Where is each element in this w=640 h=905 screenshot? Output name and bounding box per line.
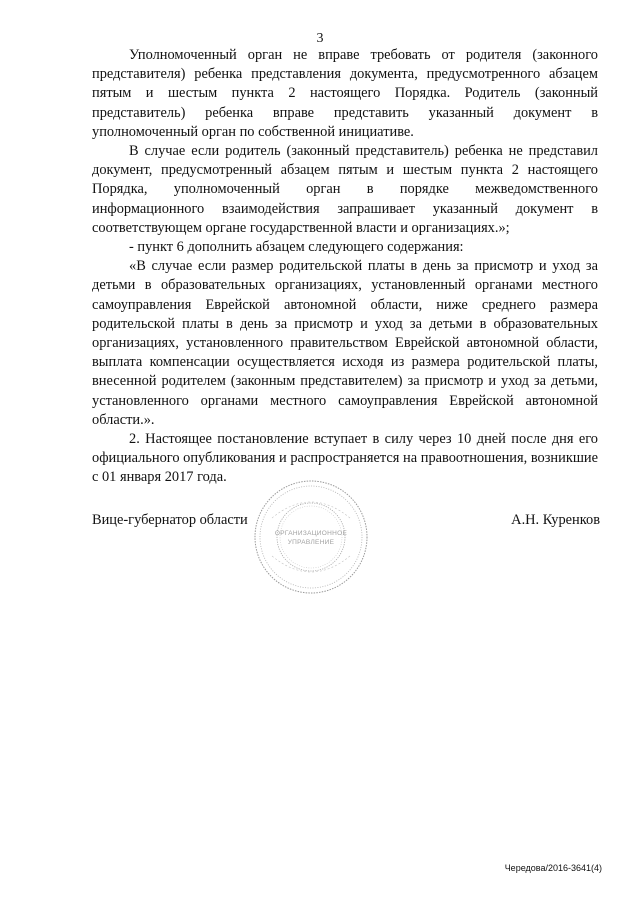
paragraph-2: В случае если родитель (законный представитель) ребенка не представил документ, предусмотренный абзацем пятым и шестым пункта 2 настоящего Порядка, уполномоченный орган в порядке межведомственного информационного взаимодействия запрашивает указанный документ в соответствующем органе государственной власти и организациях.»; <box>92 143 598 236</box>
paragraph-4: «В случае если размер родительской платы в день за присмотр и уход за детьми в образовательных организациях, установленный органами местного самоуправления Еврейской автономной области, ниже среднего размера родительской платы в день за присмотр и уход за детьми в образовательных организациях, установленного правительством Еврейской автономной области, выплата компенсации осуществляется исходя из размера родительской платы, внесенной родителем (законным представителем) за присмотр и уход за детьми, установленного органами местного самоуправления Еврейской автономной области.». <box>92 258 598 428</box>
paragraph-3: - пункт 6 дополнить абзацем следующего содержания: <box>129 239 464 256</box>
official-seal-stamp <box>252 478 370 596</box>
paragraph-1: Уполномоченный орган не вправе требовать от родителя (законного представителя) ребенка представления документа, предусмотренного абзацем пятым и шестым пункта 2 настоящего Порядка. Родитель (законный представитель) ребенка вправе представить указанный документ в уполномоченный орган по собственной инициативе. <box>92 47 598 140</box>
signatory-title: Вице-губернатор области <box>92 512 248 528</box>
document-reference: Чередова/2016-3641(4) <box>504 863 602 873</box>
document-body <box>92 46 598 488</box>
signatory-name: А.Н. Куренков <box>511 512 600 528</box>
page-number: 3 <box>316 31 324 46</box>
svg-text:ОРГАНИЗАЦИОННОЕ: ОРГАНИЗАЦИОННОЕ <box>274 530 348 537</box>
svg-text:УПРАВЛЕНИЕ: УПРАВЛЕНИЕ <box>287 539 335 546</box>
paragraph-5: 2. Настоящее постановление вступает в силу через 10 дней после дня его официального опубликования и распространяется на правоотношения, возникшие с 01 января 2017 года. <box>92 431 598 486</box>
